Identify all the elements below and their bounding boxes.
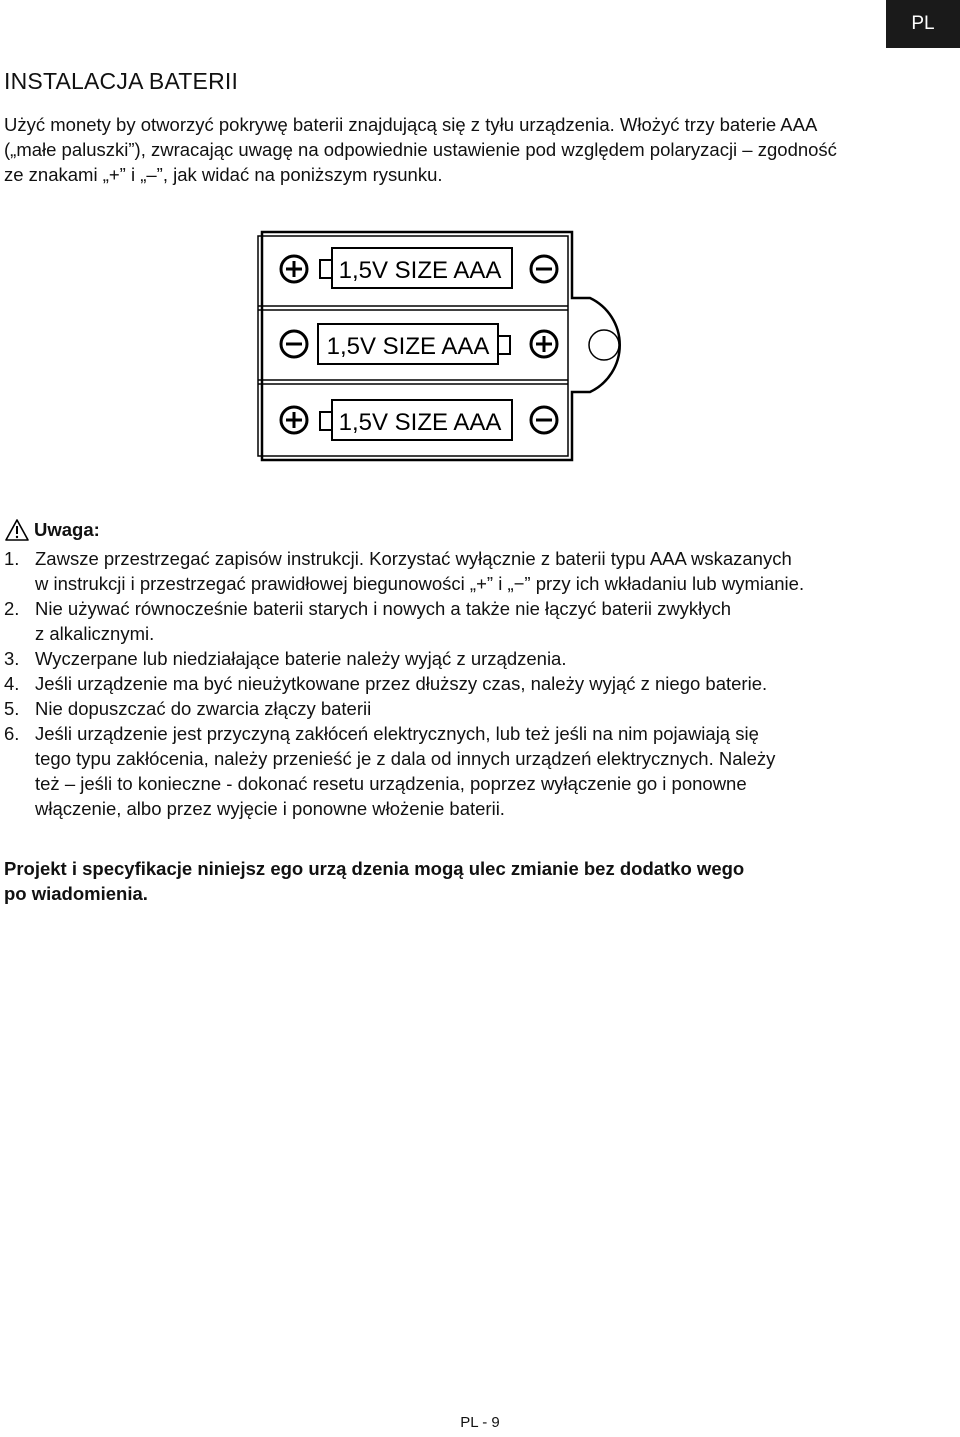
battery-2 <box>281 324 557 364</box>
list-item-text: z alkalicznymi. <box>35 623 155 644</box>
plus-pole-icon <box>531 331 557 357</box>
warning-triangle-icon <box>4 518 30 542</box>
list-item-text: w instrukcji i przestrzegać prawidłowej biegunowości „+” i „−” przy ich wkładaniu lub wymianie. <box>35 573 805 594</box>
list-item <box>4 721 944 821</box>
list-item <box>4 696 944 721</box>
battery-3-label: 1,5V SIZE AAA <box>338 409 502 436</box>
intro-line: ze znakami „+” i „–”, jak widać na poniższym rysunku. <box>4 164 443 185</box>
list-item <box>4 646 944 671</box>
list-item-text: też – jeśli to konieczne - dokonać resetu urządzenia, poprzez wyłączenie go i ponowne <box>35 773 747 794</box>
list-item-text: Nie używać równocześnie baterii starych i nowych a także nie łączyć baterii zwykłych <box>35 598 732 619</box>
intro-line: Użyć monety by otworzyć pokrywę baterii znajdującą się z tyłu urządzenia. Włożyć trzy baterie AAA <box>4 114 818 135</box>
list-item-number: 5. <box>4 698 20 719</box>
footnote-line: Projekt i specyfikacje niniejsz ego urzą dzenia mogą ulec zmianie bez dodatko wego <box>4 858 745 879</box>
list-item <box>4 546 944 596</box>
minus-pole-icon <box>281 331 307 357</box>
minus-pole-icon <box>531 407 557 433</box>
list-item-text: tego typu zakłócenia, należy przenieść je z dala od innych urządzeń elektrycznych. Należy <box>35 748 776 769</box>
battery-1 <box>281 248 557 288</box>
list-item-number: 4. <box>4 673 20 694</box>
list-item-number: 2. <box>4 598 20 619</box>
plus-pole-icon <box>281 256 307 282</box>
language-tab: PL <box>886 0 960 48</box>
battery-2-label: 1,5V SIZE AAA <box>326 333 490 360</box>
warning-heading <box>4 516 100 544</box>
warning-title: Uwaga: <box>34 519 100 540</box>
list-item-text: Jeśli urządzenie ma być nieużytkowane przez dłuższy czas, należy wyjąć z niego baterie. <box>35 673 768 694</box>
spec-change-notice <box>4 856 904 906</box>
list-item-text: Wyczerpane lub niedziałające baterie należy wyjąć z urządzenia. <box>35 648 567 669</box>
intro-paragraph <box>4 112 904 187</box>
list-item <box>4 596 944 646</box>
intro-line: („małe paluszki”), zwracając uwagę na odpowiednie ustawienie pod względem polaryzacji – zgodność <box>4 139 837 160</box>
list-item-text: włączenie, albo przez wyjęcie i ponowne włożenie baterii. <box>35 798 505 819</box>
list-item-text: Zawsze przestrzegać zapisów instrukcji. Korzystać wyłącznie z baterii typu AAA wskazanych <box>35 548 792 569</box>
warning-list <box>4 546 944 821</box>
list-item-text: Jeśli urządzenie jest przyczyną zakłóceń elektrycznych, lub też jeśli na nim pojawiają się <box>35 723 759 744</box>
footnote-line: po wiadomienia. <box>4 883 148 904</box>
battery-1-label: 1,5V SIZE AAA <box>338 257 502 284</box>
list-item-number: 3. <box>4 648 20 669</box>
list-item-number: 6. <box>4 723 20 744</box>
list-item <box>4 671 944 696</box>
page-number: PL - 9 <box>460 1414 500 1431</box>
battery-compartment-diagram <box>250 228 650 464</box>
plus-pole-icon <box>281 407 307 433</box>
list-item-number: 1. <box>4 548 20 569</box>
list-item-text: Nie dopuszczać do zwarcia złączy baterii <box>35 698 372 719</box>
section-title: INSTALACJA BATERII <box>4 68 239 94</box>
battery-3 <box>281 400 557 440</box>
minus-pole-icon <box>531 256 557 282</box>
